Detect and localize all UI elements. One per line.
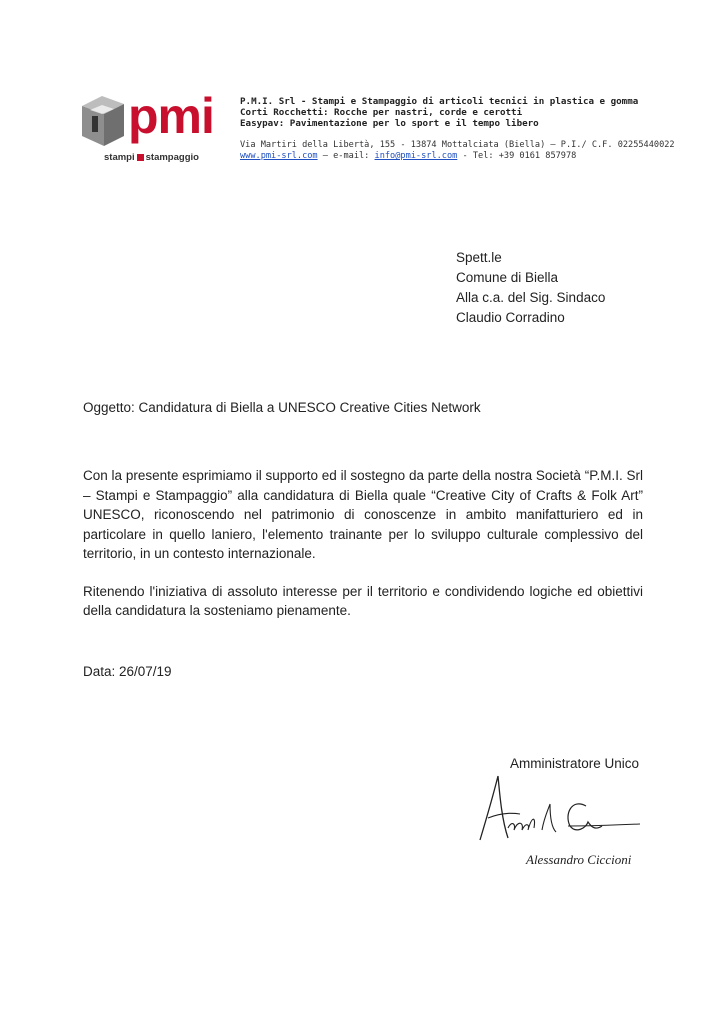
logo-cube-icon xyxy=(80,92,128,148)
company-logo xyxy=(80,88,220,170)
letter-body xyxy=(83,466,643,639)
tagline-square-icon xyxy=(137,154,144,161)
website-link[interactable]: www.pmi-srl.com xyxy=(240,151,318,161)
letter-date: Data: 26/07/19 xyxy=(83,664,172,679)
recipient-line: Spett.le xyxy=(456,250,502,265)
email-link[interactable]: info@pmi-srl.com xyxy=(374,151,458,161)
company-description xyxy=(240,96,638,129)
body-paragraph: Con la presente esprimiamo il supporto ed il sostegno da parte della nostra Società “P.M.I. Srl – Stampi e Stampaggio” alla candidatura di Biella quale “Creative City of Crafts & Folk Art” UNESCO, riconoscendo nel patrimonio di conoscenze in ambito manifatturiero ed in particolare in quello laniero, l'elemento trainante per lo sviluppo culturale complessivo del territorio, in un contesto internazionale. xyxy=(83,468,643,561)
company-address xyxy=(240,140,675,162)
company-line: Corti Rocchetti: Rocche per nastri, corde e cerotti xyxy=(240,107,523,118)
company-line: P.M.I. Srl - Stampi e Stampaggio di articoli tecnici in plastica e gomma xyxy=(240,96,639,107)
logo-wordmark: pmi xyxy=(128,88,214,144)
contact-line xyxy=(240,151,675,162)
logo-tagline xyxy=(104,152,199,163)
logo-tagline-left: stampi xyxy=(104,152,135,163)
recipient-line: Comune di Biella xyxy=(456,270,559,285)
body-paragraph: Ritenendo l'iniziativa di assoluto interesse per il territorio e condividendo logiche ed obiettivi della candidatura la sosteniamo pienamente. xyxy=(83,583,643,618)
email-label: – e-mail: xyxy=(317,151,375,161)
signer-name: Alessandro Ciccioni xyxy=(526,852,632,867)
recipient-line: Alla c.a. del Sig. Sindaco xyxy=(456,290,606,305)
recipient-line: Claudio Corradino xyxy=(456,310,565,325)
recipient-block xyxy=(456,248,605,328)
address-line: Via Martiri della Libertà, 155 - 13874 Mottalciata (Biella) – P.I./ C.F. 02255440022 xyxy=(240,140,675,150)
letter-subject: Oggetto: Candidatura di Biella a UNESCO Creative Cities Network xyxy=(83,400,481,415)
handwritten-signature xyxy=(468,770,648,850)
company-line: Easypav: Pavimentazione per lo sport e il tempo libero xyxy=(240,118,539,129)
signer-role: Amministratore Unico xyxy=(510,756,640,771)
logo-tagline-right: stampaggio xyxy=(145,152,199,163)
phone-text: - Tel: +39 0161 857978 xyxy=(457,151,577,161)
